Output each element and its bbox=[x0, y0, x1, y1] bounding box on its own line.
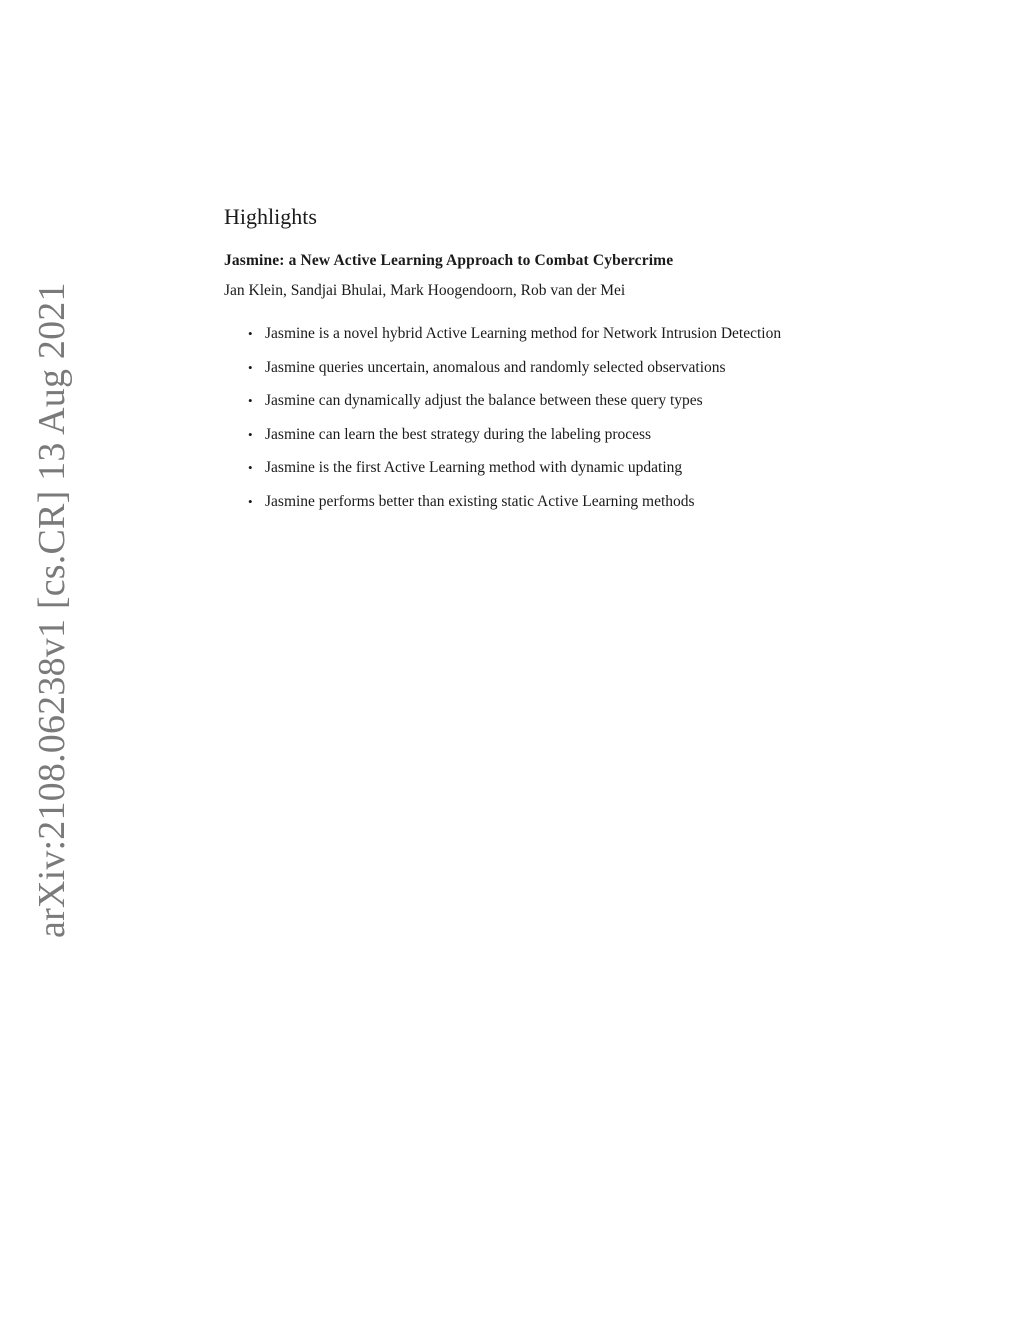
highlight-text: Jasmine queries uncertain, anomalous and randomly selected observations bbox=[265, 358, 726, 376]
highlight-text: Jasmine performs better than existing static Active Learning methods bbox=[265, 492, 695, 510]
highlight-item bbox=[248, 458, 825, 478]
bullet-icon: • bbox=[248, 393, 253, 408]
highlights-list bbox=[224, 324, 825, 512]
author-list: Jan Klein, Sandjai Bhulai, Mark Hoogendoorn, Rob van der Mei bbox=[224, 282, 626, 299]
bullet-icon: • bbox=[248, 359, 253, 375]
bullet-icon: • bbox=[248, 426, 253, 442]
section-heading: Highlights bbox=[224, 204, 317, 229]
paper-title: Jasmine: a New Active Learning Approach to Combat Cybercrime bbox=[224, 252, 674, 269]
highlight-text: Jasmine is a novel hybrid Active Learning method for Network Intrusion Detection bbox=[265, 325, 782, 342]
highlight-item bbox=[248, 324, 825, 344]
highlight-item bbox=[248, 425, 825, 445]
highlight-item bbox=[248, 391, 825, 411]
bullet-icon: • bbox=[248, 326, 253, 341]
highlight-text: Jasmine can learn the best strategy during the labeling process bbox=[265, 425, 652, 443]
highlight-text: Jasmine can dynamically adjust the balance between these query types bbox=[265, 392, 703, 409]
highlights-page bbox=[224, 202, 824, 525]
highlight-text: Jasmine is the first Active Learning method with dynamic updating bbox=[265, 459, 683, 476]
arxiv-identifier: arXiv:2108.06238v1 [cs.CR] 13 Aug 2021 bbox=[31, 282, 73, 938]
highlight-item bbox=[248, 358, 825, 378]
bullet-icon: • bbox=[248, 460, 253, 475]
highlight-item bbox=[248, 492, 825, 512]
bullet-icon: • bbox=[248, 493, 253, 509]
